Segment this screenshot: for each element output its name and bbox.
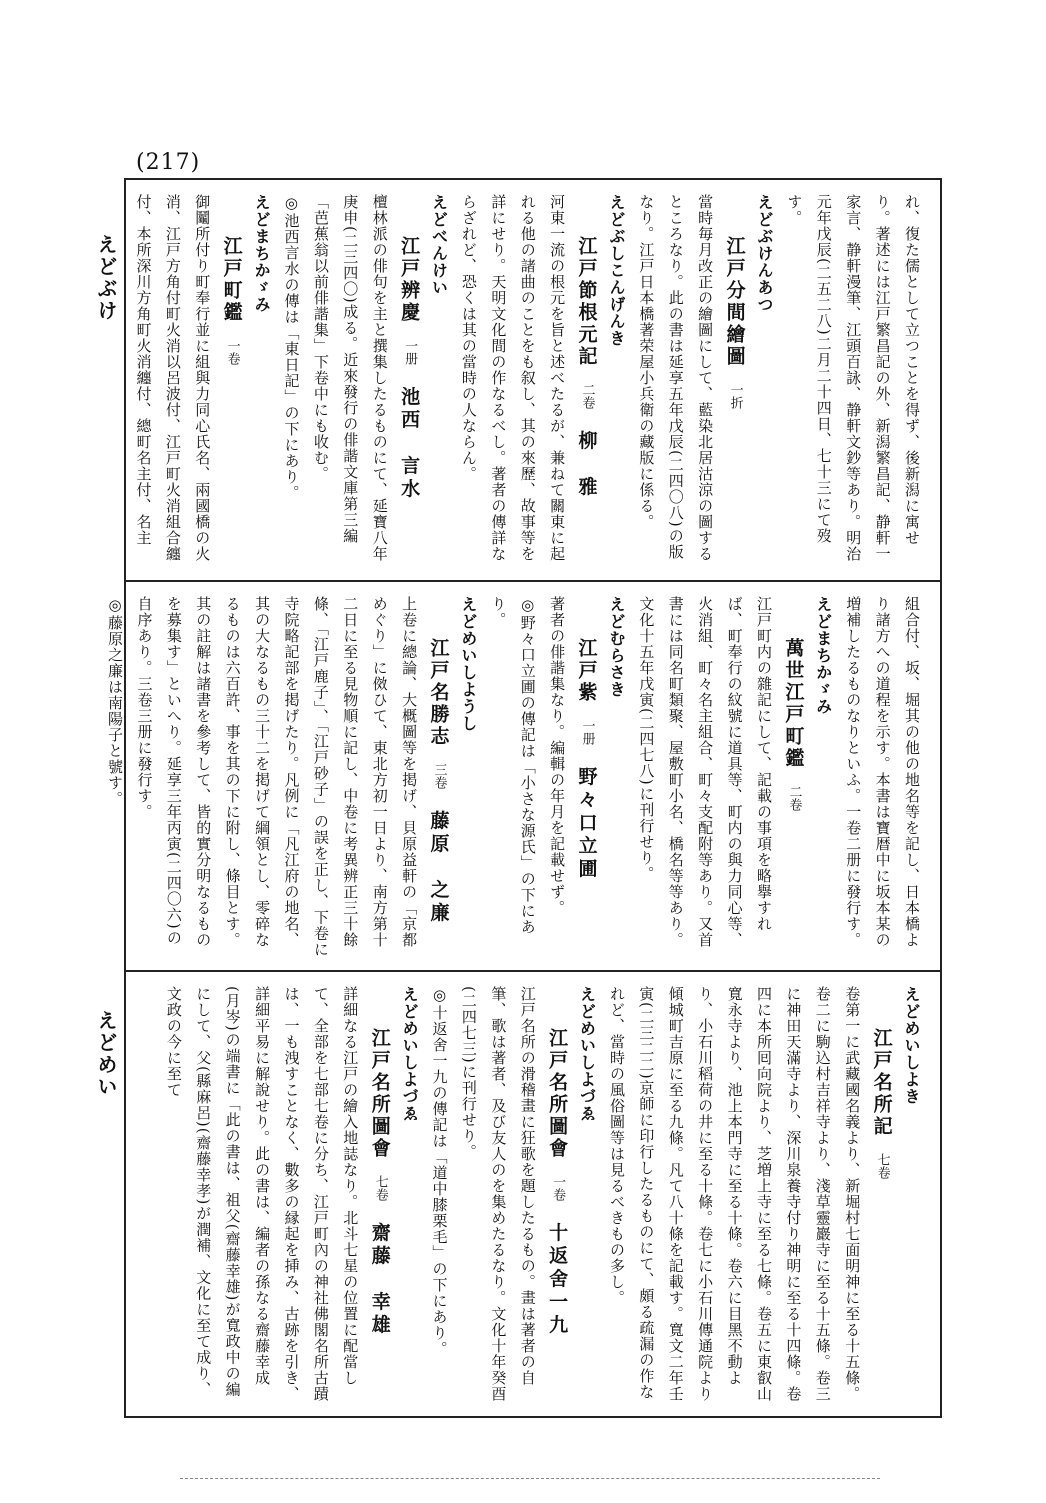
entry-reading: えどめいしよづゑ bbox=[400, 986, 420, 1122]
entry-body: 卷第一に武藏國名義より、新堀村七面明神に至る十五條。卷二に駒込村吉祥寺より、淺草靈巖寺に至る十五條。卷三に神田天滿寺より、深川泉養寺付り神明に至る十四條。卷四に本所囘向院より、芝増上寺に至る七條。卷五に東叡山寬永寺より、池上本門寺に至る十條。卷六に目黑不動より、小石川稻荷の井に至る十條。卷七に小石川傳通院より傾城町吉原に至る九條。凡て八十條を記載す。寬文二年壬寅(二三二二)京師に印行したるものにて、頗る疏漏の作なれど、當時の風俗圖等は見るべきもの多し。 bbox=[607, 986, 862, 1402]
entry-volume: 一册 bbox=[402, 339, 418, 366]
entry-title: 江戸名所圖會 bbox=[368, 1027, 391, 1160]
entry-volume: 二卷 bbox=[786, 785, 802, 812]
entry-reading: えどまちかゞみ bbox=[252, 194, 272, 313]
entry-title-line bbox=[571, 194, 601, 570]
tier-middle-columns bbox=[106, 596, 926, 960]
entry-body: ◎野々口立圃の傳記は「小さな源氏」の下にあり。 bbox=[489, 596, 537, 935]
entry-author: 藤原 之廉 bbox=[427, 810, 450, 926]
entry-title: 萬世江戸町鑑 bbox=[782, 637, 805, 770]
entry-title: 江戸名勝志 bbox=[427, 637, 450, 748]
entry-title-line bbox=[778, 596, 808, 960]
entry-title: 江戸分間繪圖 bbox=[723, 235, 746, 368]
entry-reading: えどめいしよづゑ bbox=[577, 986, 597, 1122]
entry-body: ◎十返舍一九の傳記は「道中膝栗毛」の下にあり。 bbox=[430, 986, 449, 1357]
entry-volume: 一卷 bbox=[550, 1175, 566, 1202]
entry-body: 詳細なる江戸の繪入地誌なり。北斗七星の位置に配當して、全部を七部七卷に分ち、江戸町內の神社佛閣名所古蹟は、一も洩すことなく、數多の縁起を挿み、古跡を引き、詳細平易に解說せり。此の書は、編者の孫なる齋藤幸成(月岑)の端書に「此の書は、祖父(齋藤幸雄)が寬政中の編にして、父(縣麻呂)(齋藤幸孝)が潤補、文化に至て成り、文政の今に至て bbox=[164, 986, 360, 1402]
entry-title-line bbox=[423, 596, 453, 960]
entry-title-line bbox=[719, 194, 749, 570]
entry-volume: 一册 bbox=[579, 719, 595, 746]
entry-volume: 七卷 bbox=[372, 1175, 388, 1202]
entry-body: 江戸名所の滑稽畫に狂歌を題したるもの。畫は著者の自筆、歌は著者、及び友人のを集めたるなり。文化十年癸酉(二四七三)に刊行せり。 bbox=[459, 986, 537, 1402]
entry-body: 御鬮所付り町奉行並に組與力同心氏名、兩國橋の火消、江戸方角付町火消以呂波付、江戸町火消組合纏付、本所深川方角町火消纏付、總町名主付、名主 bbox=[134, 194, 212, 562]
page-number: (217) bbox=[136, 150, 201, 175]
entry-body: ◎藤原之廉は南陽子と號す。 bbox=[106, 596, 125, 807]
entry-volume: 三卷 bbox=[431, 763, 447, 790]
entry-reading: えどめいしようし bbox=[458, 596, 478, 732]
entry-body: 河東一流の根元を旨と述べたるが、兼ねて關東に起れる他の諸曲のことをも叙し、其の來歷、故事等を詳にせり。天明文化間の作なるべし。著者の傳詳ならざれど、恐くは其の當時の人ならん。 bbox=[459, 194, 567, 562]
tier-middle bbox=[106, 582, 940, 972]
entry-reading: えどまちかゞみ bbox=[813, 596, 833, 715]
page-frame bbox=[106, 178, 942, 1418]
entry-body: れ、復た儒として立つことを得ず、後新潟に寓せり。著述には江戸繁昌記の外、新潟繁昌記、静軒一家言、静軒漫筆、江頭百詠、静軒文鈔等あり。明治元年戊辰(二五二八)二月二十四日、七十三にて歿す。 bbox=[785, 194, 921, 562]
entry-title-line bbox=[216, 194, 246, 570]
entry-author: 野々口立圃 bbox=[575, 766, 598, 882]
running-head-top: えどぶけ bbox=[94, 234, 118, 322]
entry-reading: えどぶしこんげんき bbox=[606, 194, 626, 347]
entry-reading: えどぶけんあつ bbox=[754, 194, 774, 313]
entry-reading: えどべんけい bbox=[429, 194, 449, 296]
entry-body: ◎池西言水の傳は「東日記」の下にあり。 bbox=[282, 194, 301, 501]
entry-title: 江戸名所記 bbox=[870, 1027, 893, 1138]
entry-body: 江戸町内の雜記にして、記載の事項を略擧すれば、町奉行の紋號に道具等、町内の與力同心等、火消組、町々名主組合、町々支配附等あり。又首書には同名町類聚、屋敷町小名、橋名等等あり。文化十五年戊寅(二四七八)に刊行せり。 bbox=[637, 596, 773, 948]
entry-volume: 七卷 bbox=[874, 1153, 890, 1180]
entry-reading: えどめいしよき bbox=[902, 986, 921, 1105]
tier-bottom bbox=[126, 972, 940, 1416]
entry-title: 江戸町鑑 bbox=[220, 235, 243, 324]
running-head-bottom: えどめい bbox=[94, 1010, 118, 1098]
bottom-rule bbox=[180, 1478, 880, 1479]
entry-title-line bbox=[542, 986, 572, 1406]
tier-top-columns bbox=[134, 194, 926, 570]
entry-volume: 一折 bbox=[727, 383, 743, 410]
tier-top bbox=[126, 180, 940, 582]
entry-body: 當時毎月改正の繪圖にして、藍染北居沽涼の圖するところなり。此の書は延享五年戊辰(二四〇八)の版なり。江戸日本橋著荣屋小兵衛の藏版に係る。 bbox=[637, 194, 715, 562]
entry-author: 柳 雅 bbox=[575, 430, 598, 500]
entry-author: 池西 言水 bbox=[398, 386, 421, 502]
entry-body: 上卷に總論、大概圖等を掲げ、貝原益軒の「京都めぐり」に傚ひて、東北方初一日より、南方第十二日に至る見物順に記し、中卷に考異辨正三十餘條、「江戸鹿子」、「江戸砂子」の誤を正し、下卷に寺院略記部を掲げたり。凡例に「凡江府の地名、其の大なるもの三十二を掲げて綱領とし、零碎なるものは六百許、事を其の下に附し、條目とす。其の註解は諸書を參考して、皆的實分明なるものを募集す」といへり。延享三年丙寅(二四〇六)の自序あり。三卷三册に發行す。 bbox=[135, 596, 419, 958]
entry-title: 江戸辨慶 bbox=[398, 235, 421, 324]
entry-title: 江戸紫 bbox=[575, 637, 598, 704]
entry-volume: 二卷 bbox=[579, 383, 595, 410]
entry-body: 組合付、坂、堀其の他の地名等を記し、日本橋より諸方への道程を示す。本書は寶暦中に坂本某の増補したるものなりといふ。一卷二册に發行す。 bbox=[844, 596, 921, 948]
tier-bottom-columns bbox=[140, 986, 926, 1406]
entry-body: 檀林派の俳句を主と撰集したるものにて、延寶八年庚申(二三四〇)成る。近來發行の俳諧文庫第三編「芭蕉翁以前俳諧集」下卷中にも收む。 bbox=[311, 194, 389, 562]
entry-title-line bbox=[571, 596, 601, 960]
entry-title: 江戸節根元記 bbox=[575, 235, 598, 368]
entry-author: 十返舍一九 bbox=[546, 1222, 569, 1338]
entry-body: 著者の俳諧集なり。編輯の年月を記載せず。 bbox=[548, 596, 567, 916]
entry-title-line bbox=[364, 986, 394, 1406]
entry-author: 齋藤 幸雄 bbox=[368, 1222, 391, 1338]
entry-reading: えどむらさき bbox=[606, 596, 626, 698]
entry-volume: 一卷 bbox=[224, 339, 240, 366]
entry-title-line bbox=[866, 986, 896, 1406]
entry-title-line bbox=[394, 194, 424, 570]
entry-title: 江戸名所圖會 bbox=[546, 1027, 569, 1160]
